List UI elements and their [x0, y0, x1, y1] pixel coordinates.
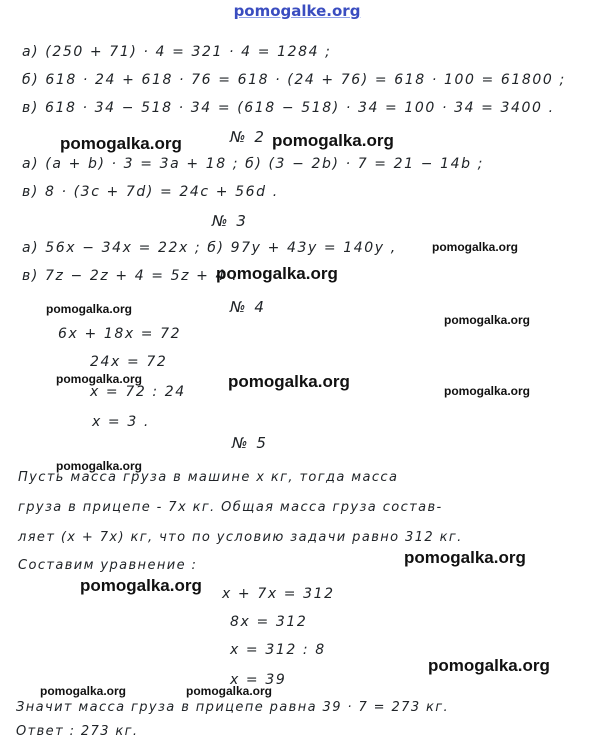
task5-text1: Пусть масса груза в машине x кг, тогда масса — [18, 470, 399, 485]
task5-answer: Ответ : 273 кг. — [16, 724, 139, 739]
task5-eq4: x = 39 — [230, 672, 287, 688]
watermark: pomogalka.org — [186, 684, 273, 698]
watermark: pomogalka.org — [404, 548, 526, 567]
task4-eq2: 24x = 72 — [90, 354, 168, 370]
task5-eq3: x = 312 : 8 — [230, 642, 326, 658]
task5-text3: ляет (x + 7x) кг, что по условию задачи равно 312 кг. — [18, 530, 463, 545]
task5-text4: Составим уравнение : — [18, 558, 198, 573]
task4-number: № 4 — [230, 298, 266, 316]
task5-number: № 5 — [232, 434, 268, 452]
task4-eq4: x = 3 . — [92, 414, 150, 430]
task3-line-v: в) 7z − 2z + 4 = 5z + 4 . — [22, 268, 239, 284]
task3-number: № 3 — [212, 212, 248, 230]
site-header-link[interactable]: pomogalke.org — [233, 2, 361, 20]
watermark: pomogalka.org — [216, 264, 338, 283]
task4-eq1: 6x + 18x = 72 — [58, 326, 182, 342]
task1-line-b: б) 618 · 24 + 618 · 76 = 618 · (24 + 76) = 618 · 100 = 61800 ; — [22, 72, 566, 88]
task2-line-v: в) 8 · (3c + 7d) = 24c + 56d . — [22, 184, 279, 200]
watermark: pomogalka.org — [432, 240, 519, 254]
watermark: pomogalka.org — [228, 372, 350, 391]
task3-line-ab: а) 56x − 34x = 22x ; б) 97y + 43y = 140y , — [22, 240, 397, 256]
task5-eq1: x + 7x = 312 — [222, 586, 335, 602]
watermark: pomogalka.org — [56, 459, 143, 473]
watermark: pomogalka.org — [56, 372, 143, 386]
task5-text2: груза в прицепе - 7x кг. Общая масса груза состав- — [18, 500, 443, 515]
watermark: pomogalka.org — [46, 302, 133, 316]
watermark: pomogalka.org — [60, 134, 182, 153]
watermark: pomogalka.org — [444, 384, 531, 398]
task1-line-v: в) 618 · 34 − 518 · 34 = (618 − 518) · 34 = 100 · 34 = 3400 . — [22, 100, 555, 116]
task4-eq3: x = 72 : 24 — [90, 384, 186, 400]
watermark: pomogalka.org — [40, 684, 127, 698]
site-header[interactable] — [0, 2, 594, 20]
task5-eq2: 8x = 312 — [230, 614, 308, 630]
task1-line-a: а) (250 + 71) · 4 = 321 · 4 = 1284 ; — [22, 44, 332, 60]
watermark: pomogalka.org — [80, 576, 202, 595]
task2-number: № 2 — [230, 128, 266, 146]
watermark: pomogalka.org — [444, 313, 531, 327]
watermark: pomogalka.org — [272, 131, 394, 150]
watermark: pomogalka.org — [428, 656, 550, 675]
task2-line-ab: а) (a + b) · 3 = 3a + 18 ; б) (3 − 2b) · 7 = 21 − 14b ; — [22, 156, 484, 172]
task5-conclusion: Значит масса груза в прицепе равна 39 · 7 = 273 кг. — [16, 700, 450, 715]
